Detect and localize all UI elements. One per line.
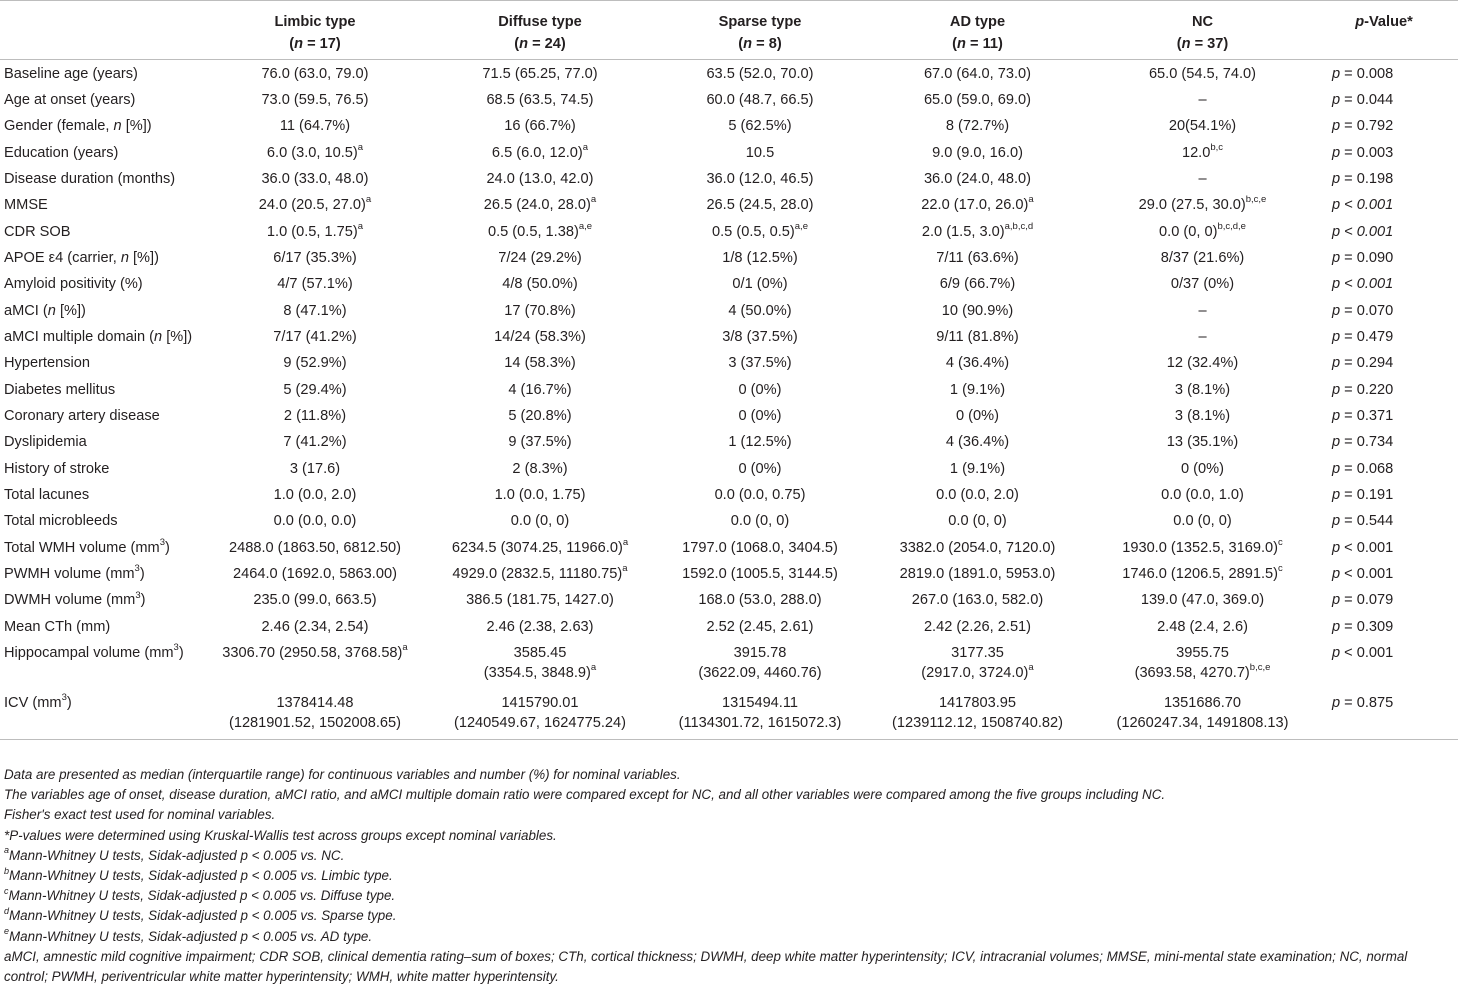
- header-variable: [0, 1, 210, 60]
- row-label: CDR SOB: [4, 223, 71, 240]
- row-label: Disease duration (months): [4, 170, 176, 187]
- header-p-value: p-Value*: [1310, 1, 1458, 60]
- p-value-cell: p = 0.079: [1332, 592, 1394, 609]
- p-value-cell: p < 0.001: [1332, 276, 1394, 293]
- table-cell: 6.5 (6.0, 12.0)$^a$: [491, 141, 589, 161]
- table-cell: 29.0 (27.5, 30.0)$^{b,c,e}$: [1138, 194, 1267, 214]
- table-cell: 14 (58.3%): [504, 355, 576, 372]
- header-limbic: Limbic type (n = 17): [210, 1, 420, 60]
- p-value-cell: p < 0.001: [1332, 566, 1394, 583]
- table-footnotes: [4, 765, 1454, 987]
- table-cell: 1 (9.1%): [949, 381, 1006, 398]
- table-cell: 1.0 (0.0, 2.0): [273, 487, 357, 503]
- table-cell: 5 (29.4%): [283, 381, 347, 398]
- table-cell: 7/11 (63.6%): [936, 249, 1019, 266]
- table-cell: 0.0 (0.0, 0.0): [273, 513, 357, 530]
- table-cell: 0.0 (0, 0)$^{b,c,d,e}$: [1159, 220, 1246, 240]
- table-cell: 4/7 (57.1%): [277, 276, 353, 293]
- table-cell: 2.0 (1.5, 3.0)$^{a,b,c,d}$: [921, 220, 1034, 240]
- table-cell: 4/8 (50.0%): [502, 276, 578, 293]
- table-cell: 65.0 (54.5, 74.0): [1148, 66, 1257, 82]
- p-value-cell: p < 0.001: [1332, 645, 1394, 662]
- table-cell: 235.0 (99.0, 663.5): [253, 592, 377, 609]
- row-label: DWMH volume $(mm^3)$: [4, 589, 146, 609]
- table-header-row: [0, 1, 1458, 60]
- table-cell: 26.5 (24.0, 28.0)$^a$: [483, 194, 597, 214]
- table-cell: 9 (37.5%): [508, 434, 572, 451]
- table-cell: 0 (0%): [956, 407, 999, 424]
- row-label: Hypertension: [4, 355, 90, 372]
- header-diffuse: Diffuse type (n = 24): [420, 1, 660, 60]
- footnote: $^c$Mann-Whitney U tests, Sidak-adjusted p < 0.005 vs. Diffuse type.: [4, 885, 396, 904]
- row-label: PWMH volume $(mm^3)$: [4, 563, 145, 583]
- table-cell: 7/17 (41.2%): [273, 328, 357, 345]
- row-label: aMCI multiple domain (n [%]): [4, 328, 193, 345]
- table-cell: 22.0 (17.0, 26.0)$^a$: [921, 194, 1034, 214]
- table-row: [0, 376, 1458, 402]
- table-cell: 68.5 (63.5, 74.5): [486, 91, 594, 108]
- table-cell: 65.0 (59.0, 69.0): [923, 91, 1032, 108]
- table-cell: 2488.0 (1863.50, 6812.50): [228, 539, 402, 556]
- p-value-cell: p = 0.734: [1332, 434, 1394, 451]
- p-value-cell: p = 0.875: [1310, 689, 1458, 740]
- table-cell: 4929.0 (2832.5, 11180.75)$^a$: [452, 563, 628, 583]
- table-cell: 10 (90.9%): [941, 302, 1014, 319]
- table-cell: 26.5 (24.5, 28.0): [706, 197, 814, 214]
- table-row: [0, 639, 1458, 689]
- table-cell: 0.0 (0, 0): [730, 513, 790, 530]
- table-cell: 24.0 (20.5, 27.0)$^a$: [258, 194, 372, 214]
- table-cell: 3306.70 (2950.58, 3768.58)$^a$: [222, 642, 408, 662]
- table-cell: 1315494.11 (1134301.72, 1615072.3): [660, 689, 860, 740]
- table-row: [0, 428, 1458, 454]
- row-label: ICV $(mm^3)$: [0, 689, 210, 740]
- table-cell: 16 (66.7%): [504, 118, 576, 135]
- table-cell: 4 (36.4%): [945, 434, 1010, 451]
- row-label: Baseline age (years): [4, 66, 138, 82]
- footnote: Data are presented as median (interquartile range) for continuous variables and number (%) for nominal variables.: [4, 767, 681, 782]
- table-cell: 1592.0 (1005.5, 3144.5): [682, 566, 838, 583]
- table-row: [0, 507, 1458, 533]
- table-cell: 24.0 (13.0, 42.0): [486, 170, 594, 187]
- table-cell: 0.0 (0, 0): [948, 513, 1007, 530]
- row-label: Hippocampal volume $(mm^3)$: [4, 642, 184, 662]
- table-cell: 0.5 (0.5, 1.38)$^{a,e}$: [487, 220, 593, 240]
- table-cell: –: [1198, 328, 1207, 345]
- p-value-cell: p = 0.479: [1332, 328, 1394, 345]
- footnote: $^e$Mann-Whitney U tests, Sidak-adjusted p < 0.005 vs. AD type.: [4, 926, 373, 944]
- p-value-cell: p = 0.068: [1332, 460, 1394, 477]
- table-cell: 4 (16.7%): [508, 381, 572, 398]
- table-cell: 3 (8.1%): [1174, 407, 1231, 424]
- table-cell: 0.0 (0.0, 2.0): [936, 487, 1019, 503]
- table-body: [0, 60, 1458, 740]
- table-row: [0, 534, 1458, 560]
- table-cell: 7/24 (29.2%): [498, 249, 582, 266]
- table-cell: 2819.0 (1891.0, 5953.0): [899, 566, 1056, 583]
- table-cell: 0.0 (0.0, 1.0): [1161, 487, 1244, 503]
- table-cell: 36.0 (12.0, 46.5): [706, 170, 814, 187]
- row-label: Mean CTh (mm): [4, 618, 111, 635]
- p-value-cell: p < 0.001: [1332, 539, 1394, 556]
- table-cell: 0.0 (0.0, 0.75): [714, 487, 806, 503]
- table-cell: 2464.0 (1692.0, 5863.00): [233, 566, 397, 583]
- table-row: [0, 218, 1458, 244]
- table-row: [0, 481, 1458, 507]
- table-cell: 12 (32.4%): [1166, 355, 1239, 372]
- p-value-cell: p = 0.371: [1332, 407, 1394, 424]
- table-row: [0, 560, 1458, 586]
- table-cell: –: [1198, 170, 1207, 187]
- table-cell: 2.46 (2.38, 2.63): [486, 618, 594, 635]
- header-nc: NC (n = 37): [1095, 1, 1310, 60]
- row-label: Amyloid positivity (%): [4, 276, 143, 293]
- row-label: MMSE: [4, 197, 48, 214]
- table-cell: 2.52 (2.45, 2.61): [706, 618, 814, 635]
- header-ad: AD type (n = 11): [860, 1, 1095, 60]
- table-cell: 3177.35 (2917.0, 3724.0)$^a$: [921, 645, 1034, 682]
- table-cell: 12.0$^{b,c}$: [1181, 141, 1224, 161]
- row-label: Age at onset (years): [4, 91, 136, 108]
- table-cell: 168.0 (53.0, 288.0): [698, 592, 822, 609]
- table-row: [0, 689, 1458, 740]
- table-row: [0, 165, 1458, 191]
- table-cell: 5 (62.5%): [728, 118, 792, 135]
- table-cell: 0 (0%): [738, 381, 782, 398]
- table-cell: 13 (35.1%): [1166, 434, 1239, 451]
- table-cell: 6234.5 (3074.25, 11966.0)$^a$: [451, 536, 629, 556]
- table-cell: 1797.0 (1068.0, 3404.5): [682, 539, 838, 556]
- table-row: [0, 191, 1458, 217]
- table-row: [0, 402, 1458, 428]
- table-cell: 1746.0 (1206.5, 2891.5)$^c$: [1122, 563, 1283, 583]
- p-value-cell: p = 0.044: [1332, 91, 1394, 108]
- table-cell: 1417803.95 (1239112.12, 1508740.82): [860, 689, 1095, 740]
- header-sparse: Sparse type (n = 8): [660, 1, 860, 60]
- table-cell: 9 (52.9%): [283, 355, 347, 372]
- table-cell: 8 (72.7%): [945, 118, 1010, 135]
- table-cell: 6.0 (3.0, 10.5)$^a$: [266, 141, 364, 161]
- table-cell: 139.0 (47.0, 369.0): [1140, 592, 1265, 609]
- p-value-cell: p = 0.294: [1332, 355, 1394, 372]
- table-cell: 3 (8.1%): [1174, 381, 1231, 398]
- table-cell: 10.5: [745, 144, 775, 161]
- table-cell: 3 (17.6): [289, 460, 341, 477]
- table-cell: 0 (0%): [1181, 460, 1224, 477]
- footnote: $^d$Mann-Whitney U tests, Sidak-adjusted p < 0.005 vs. Sparse type.: [4, 905, 397, 924]
- row-label: Total WMH volume $(mm^3)$: [4, 536, 170, 556]
- row-label: Coronary artery disease: [4, 407, 160, 424]
- table-cell: 76.0 (63.0, 79.0): [261, 66, 369, 82]
- footnote: Fisher's exact test used for nominal variables.: [4, 807, 276, 823]
- row-label: Total lacunes: [4, 487, 90, 503]
- table-cell: 8 (47.1%): [283, 302, 347, 319]
- table-cell: 9/11 (81.8%): [936, 328, 1019, 345]
- table-cell: 36.0 (33.0, 48.0): [261, 170, 369, 187]
- p-value-cell: p = 0.544: [1332, 513, 1394, 530]
- table-cell: 2 (8.3%): [512, 460, 568, 477]
- p-value-cell: p = 0.070: [1332, 302, 1394, 319]
- table-cell: 63.5 (52.0, 70.0): [706, 66, 814, 82]
- row-label: APOE ε4 (carrier, n [%]): [4, 249, 159, 266]
- table-cell: 8/37 (21.6%): [1160, 249, 1245, 266]
- table-cell: 3915.78 (3622.09, 4460.76): [698, 645, 822, 682]
- p-value-cell: p < 0.001: [1332, 223, 1394, 240]
- row-label: Total microbleeds: [4, 513, 118, 530]
- row-label: Gender (female, n [%]): [4, 118, 152, 135]
- table-cell: 1/8 (12.5%): [722, 249, 798, 266]
- table-cell: 14/24 (58.3%): [494, 328, 586, 345]
- table-row: [0, 455, 1458, 481]
- table-row: [0, 586, 1458, 612]
- row-label: Diabetes mellitus: [4, 381, 116, 398]
- p-value-cell: p = 0.008: [1332, 66, 1394, 82]
- table-cell: 2.42 (2.26, 2.51): [923, 618, 1032, 635]
- table-cell: 6/9 (66.7%): [939, 276, 1016, 293]
- table-row: [0, 244, 1458, 270]
- row-label: History of stroke: [4, 460, 110, 477]
- table-cell: 2.48 (2.4, 2.6): [1157, 618, 1248, 635]
- table-cell: 11 (64.7%): [279, 118, 351, 135]
- table-row: [0, 60, 1458, 86]
- table-row: [0, 112, 1458, 138]
- table-cell: 17 (70.8%): [504, 302, 576, 319]
- table-cell: 0.0 (0, 0): [510, 513, 570, 530]
- table-cell: –: [1198, 302, 1207, 319]
- p-value-cell: p = 0.309: [1332, 618, 1394, 635]
- table-cell: 4 (50.0%): [728, 302, 792, 319]
- table-cell: 0.0 (0, 0): [1173, 513, 1232, 530]
- table-cell: 6/17 (35.3%): [273, 249, 357, 266]
- table-cell: 0 (0%): [738, 407, 782, 424]
- table-cell: 71.5 (65.25, 77.0): [482, 66, 598, 82]
- table-cell: 0/37 (0%): [1170, 276, 1235, 293]
- p-value-cell: p = 0.220: [1332, 381, 1394, 398]
- table-cell: 267.0 (163.0, 582.0): [911, 592, 1044, 609]
- table-cell: 60.0 (48.7, 66.5): [706, 91, 814, 108]
- table-cell: 2.46 (2.34, 2.54): [261, 618, 369, 635]
- table-row: [0, 86, 1458, 112]
- p-value-cell: p = 0.090: [1332, 249, 1394, 266]
- table-cell: 3585.45 (3354.5, 3848.9)$^a$: [483, 645, 597, 682]
- table-cell: 3/8 (37.5%): [722, 328, 798, 345]
- table-row: [0, 139, 1458, 165]
- table-cell: 20(54.1%): [1168, 118, 1237, 135]
- row-label: Education (years): [4, 144, 119, 161]
- table-row: [0, 270, 1458, 296]
- row-label: Dyslipidemia: [4, 434, 87, 451]
- table-cell: 0 (0%): [738, 460, 782, 477]
- footnote: *P-values were determined using Kruskal-Wallis test across groups except nominal variables.: [4, 827, 557, 843]
- table-cell: 67.0 (64.0, 73.0): [923, 66, 1032, 82]
- table-row: [0, 297, 1458, 323]
- table-cell: 386.5 (181.75, 1427.0): [466, 592, 614, 609]
- table-cell: 1351686.70 (1260247.34, 1491808.13): [1095, 689, 1310, 740]
- table-cell: 36.0 (24.0, 48.0): [923, 170, 1032, 187]
- table-cell: 0.5 (0.5, 0.5)$^{a,e}$: [712, 220, 808, 240]
- table-cell: 3955.75 (3693.58, 4270.7)$^{b,c,e}$: [1134, 645, 1271, 682]
- p-value-cell: p = 0.191: [1332, 487, 1394, 503]
- table-cell: 4 (36.4%): [945, 355, 1010, 372]
- table-cell: 0/1 (0%): [732, 276, 788, 293]
- table-cell: 3 (37.5%): [728, 355, 792, 372]
- table-cell: 1 (12.5%): [728, 434, 792, 451]
- table-cell: 3382.0 (2054.0, 7120.0): [899, 539, 1056, 556]
- row-label: aMCI (n [%]): [4, 302, 86, 319]
- footnote: $^a$Mann-Whitney U tests, Sidak-adjusted p < 0.005 vs. NC.: [4, 845, 345, 863]
- table-cell: 2 (11.8%): [283, 407, 347, 424]
- table-cell: 1930.0 (1352.5, 3169.0)$^c$: [1122, 536, 1283, 556]
- p-value-cell: p = 0.792: [1332, 118, 1394, 135]
- footnote: $^b$Mann-Whitney U tests, Sidak-adjusted p < 0.005 vs. Limbic type.: [4, 865, 393, 884]
- table-cell: 5 (20.8%): [508, 407, 572, 424]
- table-row: [0, 349, 1458, 375]
- footnote: aMCI, amnestic mild cognitive impairment; CDR SOB, clinical dementia rating–sum of boxes; CTh, cortical thickness; DWMH, deep white matter hyperintensity; ICV, intracranial volumes; MMSE, mini-mental state examination; NC, normal control; PWMH, periventricular white matter hyperintensity; WMH, white matter hyperintensity.: [4, 948, 1408, 985]
- p-value-cell: p < 0.001: [1332, 197, 1394, 214]
- table-cell: 1378414.48 (1281901.52, 1502008.65): [210, 689, 420, 740]
- p-value-cell: p = 0.198: [1332, 170, 1394, 187]
- footnote: The variables age of onset, disease duration, aMCI ratio, and aMCI multiple domain ratio were compared except for NC, and all other variables were compared among the five groups including NC.: [4, 787, 1166, 803]
- table-row: [0, 613, 1458, 639]
- table-cell: –: [1198, 91, 1207, 108]
- table-cell: 1 (9.1%): [949, 460, 1006, 477]
- table-cell: 1415790.01 (1240549.67, 1624775.24): [420, 689, 660, 740]
- table-cell: 1.0 (0.0, 1.75): [494, 487, 586, 503]
- table-cell: 7 (41.2%): [283, 434, 347, 451]
- table-cell: 9.0 (9.0, 16.0): [932, 144, 1023, 161]
- table-row: [0, 323, 1458, 349]
- table-cell: 1.0 (0.5, 1.75)$^a$: [266, 220, 364, 240]
- p-value-cell: p = 0.003: [1332, 144, 1394, 161]
- table-cell: 73.0 (59.5, 76.5): [261, 91, 369, 108]
